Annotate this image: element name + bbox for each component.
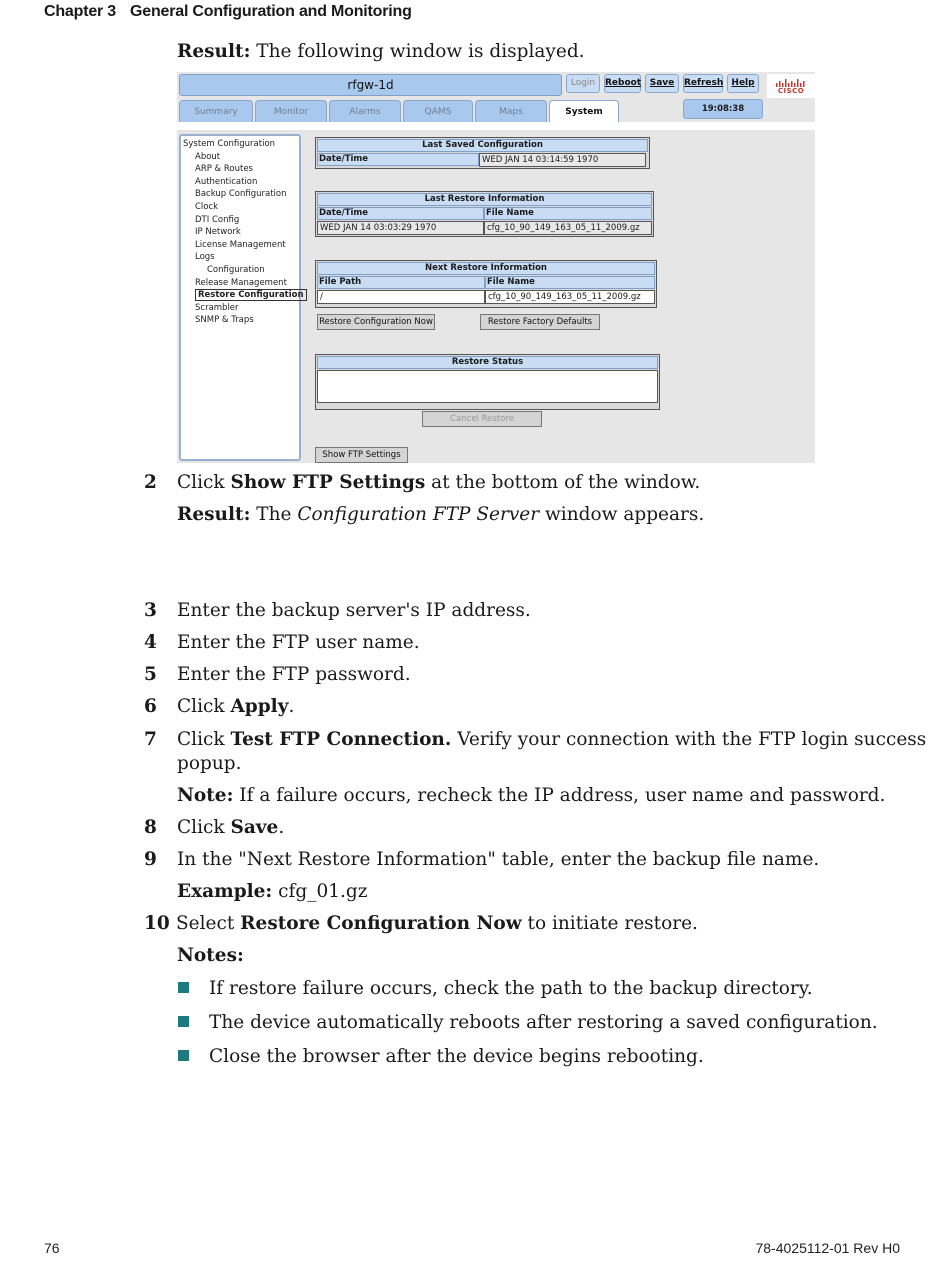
result-label: Result: xyxy=(177,41,251,62)
step-text-pre: Select xyxy=(176,913,241,934)
tab-underline xyxy=(177,122,815,130)
config-tree xyxy=(183,138,307,327)
result-post: window appears. xyxy=(539,504,705,525)
tree-item-release-management[interactable]: Release Management xyxy=(195,277,287,288)
tab-summary[interactable]: Summary xyxy=(179,100,253,122)
restore-factory-defaults-button[interactable]: Restore Factory Defaults xyxy=(480,314,600,330)
result-pre: The xyxy=(250,504,298,525)
restore-status-title: Restore Status xyxy=(317,356,658,369)
tree-item-dti-config[interactable]: DTI Config xyxy=(195,214,240,225)
restore-status-box xyxy=(317,370,658,403)
step-2-result xyxy=(177,503,704,527)
last-restore-filename-label: File Name xyxy=(484,207,652,220)
last-saved-table xyxy=(315,137,650,169)
notes-heading xyxy=(177,944,244,968)
tab-alarms[interactable]: Alarms xyxy=(329,100,401,122)
step-number: 6 xyxy=(144,696,157,717)
note-item: If restore failure occurs, check the path to the backup directory. xyxy=(209,978,813,999)
document-id: 78-4025112-01 Rev H0 xyxy=(755,1240,900,1256)
notes-label: Notes: xyxy=(177,945,244,966)
tab-qams[interactable]: QAMS xyxy=(403,100,473,122)
tab-maps[interactable]: Maps xyxy=(475,100,547,122)
step-5: Enter the FTP password. xyxy=(177,664,411,685)
step-number: 3 xyxy=(144,600,157,621)
step-text-bold: Apply xyxy=(230,696,289,717)
step-7-continuation: popup. xyxy=(177,753,242,774)
square-bullet-icon xyxy=(178,982,189,993)
chapter-label: Chapter 3 xyxy=(44,3,116,20)
result-italic: Configuration FTP Server xyxy=(297,504,540,525)
step-text-pre: Click xyxy=(177,696,231,717)
restore-configuration-now-button[interactable]: Restore Configuration Now xyxy=(317,314,435,330)
step-6 xyxy=(177,695,294,719)
step-9-example xyxy=(177,880,367,904)
step-7-note xyxy=(177,784,885,808)
step-text-pre: Click xyxy=(177,472,231,493)
step-text-post: at the bottom of the window. xyxy=(425,472,701,493)
next-restore-title: Next Restore Information xyxy=(317,262,655,275)
config-tree-panel xyxy=(179,134,304,461)
clock-display: 19:08:38 xyxy=(683,99,763,119)
tree-item-logs-configuration[interactable]: Configuration xyxy=(207,264,265,275)
ui-screenshot xyxy=(177,72,815,463)
result-label: Result: xyxy=(177,504,251,525)
step-9: In the "Next Restore Information" table, enter the backup file name. xyxy=(177,849,820,870)
tab-monitor[interactable]: Monitor xyxy=(255,100,327,122)
step-number: 4 xyxy=(144,632,157,653)
step-text-bold: Save xyxy=(230,817,279,838)
last-restore-title: Last Restore Information xyxy=(317,193,652,206)
square-bullet-icon xyxy=(178,1050,189,1061)
tab-system[interactable]: System xyxy=(549,100,619,124)
step-8 xyxy=(177,816,284,840)
chapter-header xyxy=(44,3,412,21)
step-7 xyxy=(177,728,926,752)
step-10 xyxy=(176,912,698,936)
last-restore-filename-value: cfg_10_90_149_163_05_11_2009.gz xyxy=(484,221,652,235)
step-2 xyxy=(177,471,700,495)
note-item: Close the browser after the device begins rebooting. xyxy=(209,1046,704,1067)
last-saved-datetime-label: Date/Time xyxy=(317,153,479,166)
step-text-pre: Click xyxy=(177,817,231,838)
tree-item-backup-configuration[interactable]: Backup Configuration xyxy=(195,189,287,200)
step-text-post: Verify your connection with the FTP login success xyxy=(451,729,927,750)
step-number: 2 xyxy=(144,472,157,493)
tree-item-snmp-traps[interactable]: SNMP & Traps xyxy=(195,315,254,326)
note-item: The device automatically reboots after restoring a saved configuration. xyxy=(209,1012,878,1033)
step-4: Enter the FTP user name. xyxy=(177,632,420,653)
file-path-input[interactable]: / xyxy=(317,290,485,304)
step-text-bold: Show FTP Settings xyxy=(230,472,426,493)
tree-item-scrambler[interactable]: Scrambler xyxy=(195,302,239,313)
next-restore-table xyxy=(315,260,657,308)
step-text-post: . xyxy=(288,696,295,717)
login-button[interactable]: Login xyxy=(566,74,600,93)
step-number: 9 xyxy=(144,849,157,870)
cisco-wordmark: CISCO xyxy=(777,87,805,95)
tree-root: System Configuration xyxy=(183,139,276,149)
help-button[interactable]: Help xyxy=(727,74,759,93)
note-label: Note: xyxy=(177,785,234,806)
step-number: 5 xyxy=(144,664,157,685)
last-saved-title: Last Saved Configuration xyxy=(317,139,648,152)
tree-item-arp-routes[interactable]: ARP & Routes xyxy=(195,164,253,175)
tree-item-restore-configuration[interactable]: Restore Configuration xyxy=(195,289,307,301)
last-restore-datetime-value: WED JAN 14 03:03:29 1970 xyxy=(317,221,484,235)
last-restore-datetime-label: Date/Time xyxy=(317,207,484,220)
cancel-restore-button[interactable]: Cancel Restore xyxy=(422,411,542,427)
tree-item-clock[interactable]: Clock xyxy=(195,201,219,212)
cisco-logo xyxy=(767,74,815,98)
window-title: rfgw-1d xyxy=(179,74,562,96)
step-text-bold: Restore Configuration Now xyxy=(240,913,522,934)
step-text-post: to initiate restore. xyxy=(521,913,698,934)
reboot-button[interactable]: Reboot xyxy=(604,74,641,93)
page-number: 76 xyxy=(44,1240,60,1256)
tree-item-authentication[interactable]: Authentication xyxy=(195,176,258,187)
note-text: If a failure occurs, recheck the IP address, user name and password. xyxy=(233,785,886,806)
restore-content xyxy=(313,134,813,461)
tree-item-license-management[interactable]: License Management xyxy=(195,239,286,250)
show-ftp-settings-button[interactable]: Show FTP Settings xyxy=(315,447,408,463)
result-text: The following window is displayed. xyxy=(250,41,585,62)
save-button[interactable]: Save xyxy=(645,74,679,93)
step-number: 10 xyxy=(144,913,170,934)
example-text: cfg_01.gz xyxy=(272,881,368,902)
step-text-pre: Click xyxy=(177,729,231,750)
section-title: General Configuration and Monitoring xyxy=(130,3,412,20)
step-text-post: . xyxy=(278,817,285,838)
refresh-button[interactable]: Refresh xyxy=(683,74,723,93)
step-text-bold: Test FTP Connection. xyxy=(230,729,452,750)
next-restore-path-label: File Path xyxy=(317,276,485,289)
last-restore-table xyxy=(315,191,654,237)
tree-item-about[interactable]: About xyxy=(195,151,221,162)
last-saved-datetime-value: WED JAN 14 03:14:59 1970 xyxy=(479,153,646,167)
tree-item-logs[interactable]: Logs xyxy=(195,252,215,263)
square-bullet-icon xyxy=(178,1016,189,1027)
intro-result xyxy=(177,40,585,64)
example-label: Example: xyxy=(177,881,273,902)
tree-item-ip-network[interactable]: IP Network xyxy=(195,227,241,238)
step-number: 8 xyxy=(144,817,157,838)
restore-status-table xyxy=(315,354,660,410)
step-3: Enter the backup server's IP address. xyxy=(177,600,531,621)
step-number: 7 xyxy=(144,729,157,750)
file-name-input[interactable]: cfg_10_90_149_163_05_11_2009.gz xyxy=(485,290,655,304)
next-restore-filename-label: File Name xyxy=(485,276,655,289)
